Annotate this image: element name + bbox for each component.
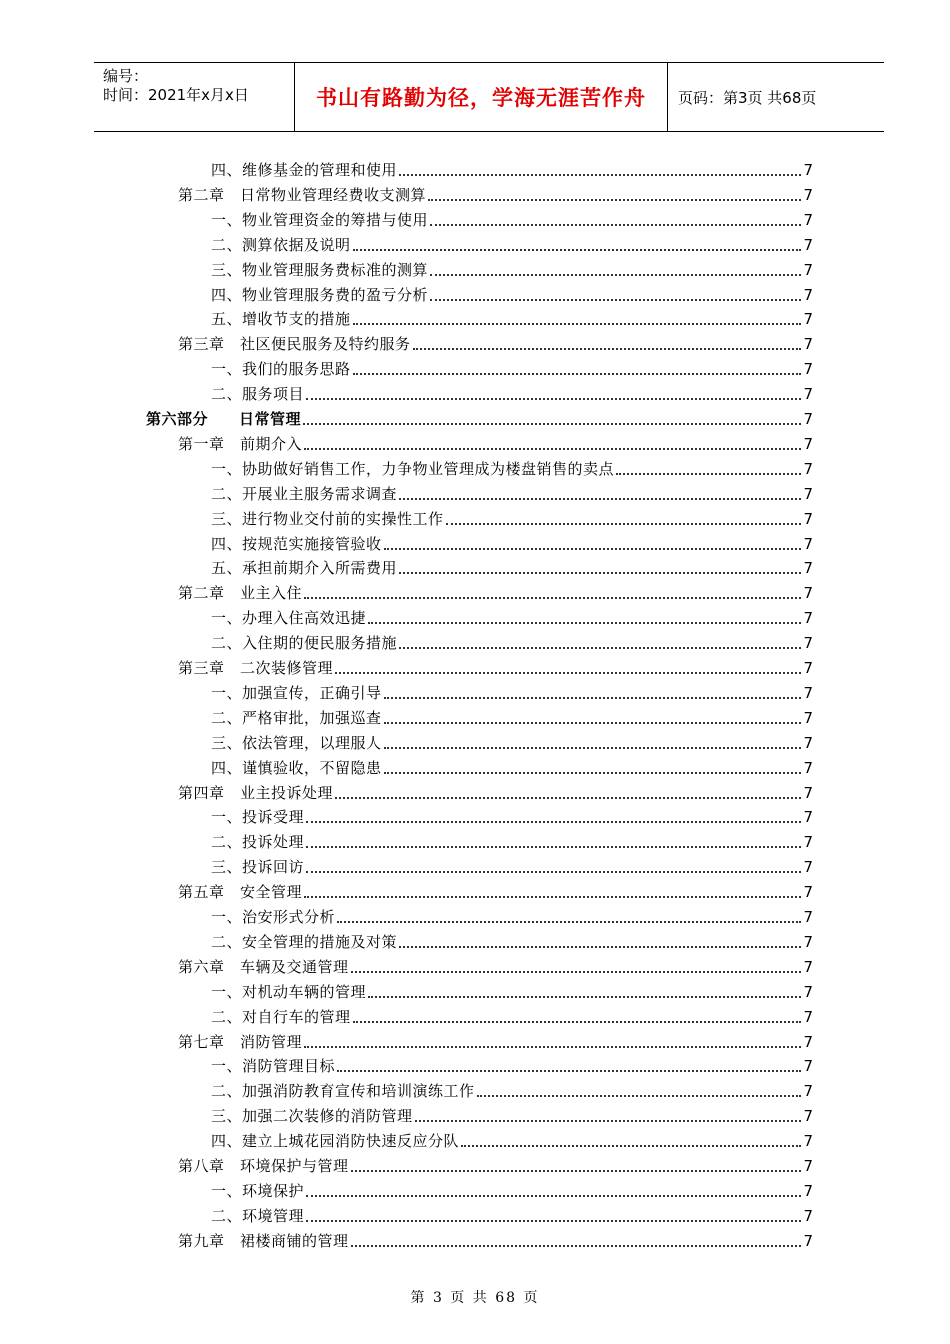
toc-entry-title: 二、开展业主服务需求调查 bbox=[211, 484, 398, 503]
toc-entry-page: 7 bbox=[803, 1181, 813, 1200]
toc-entry-chapter[interactable] bbox=[178, 579, 813, 603]
toc-entry-chapter[interactable] bbox=[178, 181, 813, 205]
toc-leader-dots bbox=[335, 796, 801, 799]
toc-leader-dots bbox=[353, 372, 802, 375]
toc-entry-section[interactable] bbox=[211, 380, 813, 404]
toc-entry-title: 二、测算依据及说明 bbox=[211, 235, 351, 254]
toc-entry-chapter[interactable] bbox=[178, 1227, 813, 1251]
toc-leader-dots bbox=[384, 721, 802, 724]
toc-entry-page: 7 bbox=[803, 335, 813, 354]
toc-entry-page: 7 bbox=[803, 285, 813, 304]
toc-entry-title: 第六部分 日常管理 bbox=[146, 410, 302, 428]
toc-leader-dots bbox=[304, 596, 801, 599]
toc-entry-section[interactable] bbox=[211, 1102, 813, 1126]
toc-entry-title: 一、对机动车辆的管理 bbox=[211, 982, 367, 1001]
toc-entry-title: 第三章 二次装修管理 bbox=[178, 659, 334, 677]
toc-entry-title: 四、按规范实施接管验收 bbox=[211, 534, 382, 553]
toc-leader-dots bbox=[304, 447, 801, 450]
toc-entry-page: 7 bbox=[803, 534, 813, 553]
toc-entry-title: 四、建立上城花园消防快速反应分队 bbox=[211, 1132, 460, 1151]
page-footer: 第 3 页 共 68 页 bbox=[410, 1290, 540, 1306]
toc-leader-dots bbox=[306, 845, 801, 848]
toc-entry-section[interactable] bbox=[211, 629, 813, 653]
toc-leader-dots bbox=[306, 870, 801, 873]
toc-entry-page: 7 bbox=[803, 459, 813, 478]
toc-entry-title: 第四章 业主投诉处理 bbox=[178, 783, 334, 802]
toc-entry-section[interactable] bbox=[211, 206, 813, 230]
toc-entry-page: 7 bbox=[803, 833, 813, 852]
toc-leader-dots bbox=[306, 1194, 801, 1197]
toc-entry-title: 二、安全管理的措施及对策 bbox=[211, 932, 398, 951]
toc-entry-title: 第五章 安全管理 bbox=[178, 883, 303, 902]
toc-entry-title: 一、协助做好销售工作，力争物业管理成为楼盘销售的卖点 bbox=[211, 459, 615, 478]
toc-leader-dots bbox=[477, 1094, 802, 1097]
toc-entry-section[interactable] bbox=[211, 530, 813, 554]
toc-entry-page: 7 bbox=[803, 808, 813, 827]
toc-leader-dots bbox=[351, 970, 802, 973]
toc-entry-page: 7 bbox=[803, 185, 813, 204]
toc-entry-page: 7 bbox=[803, 634, 813, 653]
toc-entry-title: 二、加强消防教育宣传和培训演练工作 bbox=[211, 1082, 475, 1101]
serial-number-label: 编号： bbox=[103, 67, 149, 85]
toc-entry-page: 7 bbox=[803, 584, 813, 603]
header-page-number: 页码：第3页 共68页 bbox=[678, 88, 817, 107]
toc-entry-section[interactable] bbox=[211, 480, 813, 504]
toc-entry-page: 7 bbox=[803, 1082, 813, 1101]
toc-entry-title: 二、入住期的便民服务措施 bbox=[211, 634, 398, 653]
toc-entry-page: 7 bbox=[803, 1132, 813, 1151]
toc-entry-title: 一、加强宣传，正确引导 bbox=[211, 683, 382, 702]
toc-leader-dots bbox=[306, 1219, 801, 1222]
toc-entry-chapter[interactable] bbox=[178, 1152, 813, 1176]
toc-leader-dots bbox=[351, 1244, 802, 1247]
toc-entry-section[interactable] bbox=[211, 305, 813, 329]
toc-entry-page: 7 bbox=[803, 1032, 813, 1051]
toc-entry-page: 7 bbox=[803, 434, 813, 453]
toc-leader-dots bbox=[430, 223, 801, 226]
toc-entry-chapter[interactable] bbox=[178, 1028, 813, 1052]
toc-entry-page: 7 bbox=[803, 609, 813, 628]
toc-entry-page: 7 bbox=[803, 908, 813, 926]
toc-entry-title: 二、环境管理 bbox=[211, 1206, 305, 1225]
toc-entry-section[interactable] bbox=[211, 903, 813, 927]
toc-leader-dots bbox=[303, 422, 801, 425]
toc-entry-page: 7 bbox=[803, 260, 813, 279]
toc-entry-page: 7 bbox=[803, 683, 813, 702]
toc-leader-dots bbox=[399, 945, 801, 948]
toc-leader-dots bbox=[368, 995, 801, 998]
toc-leader-dots bbox=[384, 547, 802, 550]
toc-entry-title: 四、维修基金的管理和使用 bbox=[211, 161, 398, 179]
toc-leader-dots bbox=[430, 298, 801, 301]
toc-entry-section[interactable] bbox=[211, 281, 813, 305]
toc-entry-title: 一、投诉受理 bbox=[211, 808, 305, 827]
toc-entry-page: 7 bbox=[803, 758, 813, 777]
toc-entry-section[interactable] bbox=[211, 455, 813, 479]
toc-entry-page: 7 bbox=[803, 484, 813, 503]
toc-entry-section[interactable] bbox=[211, 1003, 813, 1027]
header-motto: 书山有路勤为径，学海无涯苦作舟 bbox=[295, 63, 668, 131]
toc-entry-title: 第八章 环境保护与管理 bbox=[178, 1157, 349, 1175]
toc-entry-page: 7 bbox=[803, 883, 813, 902]
toc-leader-dots bbox=[384, 746, 802, 749]
toc-entry-section[interactable] bbox=[211, 156, 813, 180]
toc-entry-title: 一、办理入住高效迅捷 bbox=[211, 609, 367, 628]
toc-entry-section[interactable] bbox=[211, 355, 813, 379]
toc-entry-section[interactable] bbox=[211, 1127, 813, 1151]
header-meta bbox=[94, 63, 295, 131]
toc-entry-title: 四、物业管理服务费的盈亏分析 bbox=[211, 285, 429, 304]
toc-entry-page: 7 bbox=[803, 1057, 813, 1076]
toc-leader-dots bbox=[337, 1069, 801, 1072]
toc-entry-title: 四、谨慎验收，不留隐患 bbox=[211, 758, 382, 777]
toc-entry-title: 第三章 社区便民服务及特约服务 bbox=[178, 335, 411, 354]
toc-leader-dots bbox=[304, 895, 801, 898]
toc-entry-part[interactable] bbox=[146, 405, 813, 429]
toc-entry-title: 二、投诉处理 bbox=[211, 833, 305, 852]
toc-leader-dots bbox=[399, 571, 801, 574]
toc-entry-chapter[interactable] bbox=[178, 779, 813, 803]
toc-entry-page: 7 bbox=[803, 235, 813, 254]
toc-entry-page: 7 bbox=[803, 1231, 813, 1250]
toc-entry-section[interactable] bbox=[211, 256, 813, 280]
toc-entry-page: 7 bbox=[803, 733, 813, 752]
toc-entry-title: 五、承担前期介入所需费用 bbox=[211, 559, 398, 578]
toc-entry-title: 三、进行物业交付前的实操性工作 bbox=[211, 509, 444, 528]
toc-entry-title: 三、物业管理服务费标准的测算 bbox=[211, 260, 429, 279]
toc-leader-dots bbox=[337, 920, 801, 923]
toc-entry-title: 三、依法管理，以理服人 bbox=[211, 733, 382, 752]
toc-entry-section[interactable] bbox=[211, 803, 813, 827]
toc-entry-title: 第二章 日常物业管理经费收支测算 bbox=[178, 185, 427, 204]
toc-entry-title: 一、物业管理资金的筹措与使用 bbox=[211, 210, 429, 229]
toc-entry-page: 7 bbox=[803, 360, 813, 379]
page-header bbox=[94, 62, 884, 132]
toc-leader-dots bbox=[399, 646, 801, 649]
toc-entry-page: 7 bbox=[803, 1007, 813, 1026]
toc-entry-page: 7 bbox=[803, 957, 813, 976]
toc-leader-dots bbox=[616, 472, 801, 475]
toc-entry-section[interactable] bbox=[211, 1052, 813, 1076]
toc-entry-page: 7 bbox=[803, 858, 813, 877]
toc-entry-page: 7 bbox=[803, 210, 813, 229]
toc-leader-dots bbox=[368, 621, 801, 624]
toc-entry-section[interactable] bbox=[211, 1177, 813, 1201]
toc-entry-title: 一、环境保护 bbox=[211, 1181, 305, 1200]
toc-entry-page: 7 bbox=[803, 161, 813, 179]
toc-entry-chapter[interactable] bbox=[178, 878, 813, 902]
toc-leader-dots bbox=[413, 347, 802, 350]
toc-entry-page: 7 bbox=[803, 982, 813, 1001]
toc-leader-dots bbox=[430, 273, 801, 276]
toc-entry-title: 一、治安形式分析 bbox=[211, 908, 336, 926]
toc-leader-dots bbox=[353, 322, 802, 325]
toc-entry-page: 7 bbox=[803, 932, 813, 951]
toc-entry-page: 7 bbox=[803, 1206, 813, 1225]
toc-entry-section[interactable] bbox=[211, 928, 813, 952]
toc-leader-dots bbox=[384, 696, 802, 699]
toc-entry-section[interactable] bbox=[211, 729, 813, 753]
toc-entry-chapter[interactable] bbox=[178, 654, 813, 678]
toc-entry-section[interactable] bbox=[211, 978, 813, 1002]
toc-leader-dots bbox=[399, 497, 801, 500]
toc-entry-section[interactable] bbox=[211, 754, 813, 778]
toc-leader-dots bbox=[306, 397, 801, 400]
toc-entry-title: 第九章 裙楼商铺的管理 bbox=[178, 1231, 349, 1250]
toc-entry-page: 7 bbox=[803, 1107, 813, 1126]
toc-entry-page: 7 bbox=[803, 385, 813, 404]
toc-entry-page: 7 bbox=[803, 1157, 813, 1175]
toc-leader-dots bbox=[353, 1020, 802, 1023]
toc-entry-title: 二、服务项目 bbox=[211, 385, 305, 404]
toc-entry-chapter[interactable] bbox=[178, 953, 813, 977]
toc-entry-section[interactable] bbox=[211, 505, 813, 529]
toc-entry-title: 三、加强二次装修的消防管理 bbox=[211, 1107, 413, 1126]
toc-entry-page: 7 bbox=[803, 410, 813, 428]
toc-leader-dots bbox=[351, 1169, 802, 1172]
toc-entry-title: 一、我们的服务思路 bbox=[211, 360, 351, 379]
toc-entry-title: 三、投诉回访 bbox=[211, 858, 305, 877]
toc-entry-section[interactable] bbox=[211, 231, 813, 255]
toc-entry-section[interactable] bbox=[211, 853, 813, 877]
toc-entry-section[interactable] bbox=[211, 604, 813, 628]
toc-entry-section[interactable] bbox=[211, 679, 813, 703]
toc-entry-title: 第六章 车辆及交通管理 bbox=[178, 957, 349, 976]
toc-entry-page: 7 bbox=[803, 509, 813, 528]
toc-entry-title: 第七章 消防管理 bbox=[178, 1032, 303, 1051]
toc-leader-dots bbox=[428, 198, 801, 201]
toc-entry-title: 二、对自行车的管理 bbox=[211, 1007, 351, 1026]
toc-leader-dots bbox=[304, 1045, 801, 1048]
toc-entry-section[interactable] bbox=[211, 1077, 813, 1101]
toc-entry-page: 7 bbox=[803, 310, 813, 329]
toc-leader-dots bbox=[306, 820, 801, 823]
toc-leader-dots bbox=[415, 1119, 802, 1122]
toc-entry-section[interactable] bbox=[211, 704, 813, 728]
toc-entry-page: 7 bbox=[803, 708, 813, 727]
toc-leader-dots bbox=[399, 173, 801, 176]
toc-entry-section[interactable] bbox=[211, 1202, 813, 1226]
toc-leader-dots bbox=[446, 522, 802, 525]
toc-entry-chapter[interactable] bbox=[178, 330, 813, 354]
toc-entry-page: 7 bbox=[803, 783, 813, 802]
toc-entry-section[interactable] bbox=[211, 828, 813, 852]
toc-entry-title: 第一章 前期介入 bbox=[178, 434, 303, 453]
toc-leader-dots bbox=[353, 248, 802, 251]
toc-entry-section[interactable] bbox=[211, 554, 813, 578]
toc-entry-chapter[interactable] bbox=[178, 430, 813, 454]
toc-entry-title: 二、严格审批，加强巡查 bbox=[211, 708, 382, 727]
toc-entry-page: 7 bbox=[803, 659, 813, 677]
toc-entry-title: 一、消防管理目标 bbox=[211, 1057, 336, 1076]
toc-leader-dots bbox=[461, 1144, 801, 1147]
toc-entry-title: 第二章 业主入住 bbox=[178, 584, 303, 603]
toc-entry-title: 五、增收节支的措施 bbox=[211, 310, 351, 329]
date-label: 时间：2021年x月x日 bbox=[103, 86, 249, 104]
toc-entry-page: 7 bbox=[803, 559, 813, 578]
toc-leader-dots bbox=[335, 671, 801, 674]
toc-leader-dots bbox=[384, 771, 802, 774]
